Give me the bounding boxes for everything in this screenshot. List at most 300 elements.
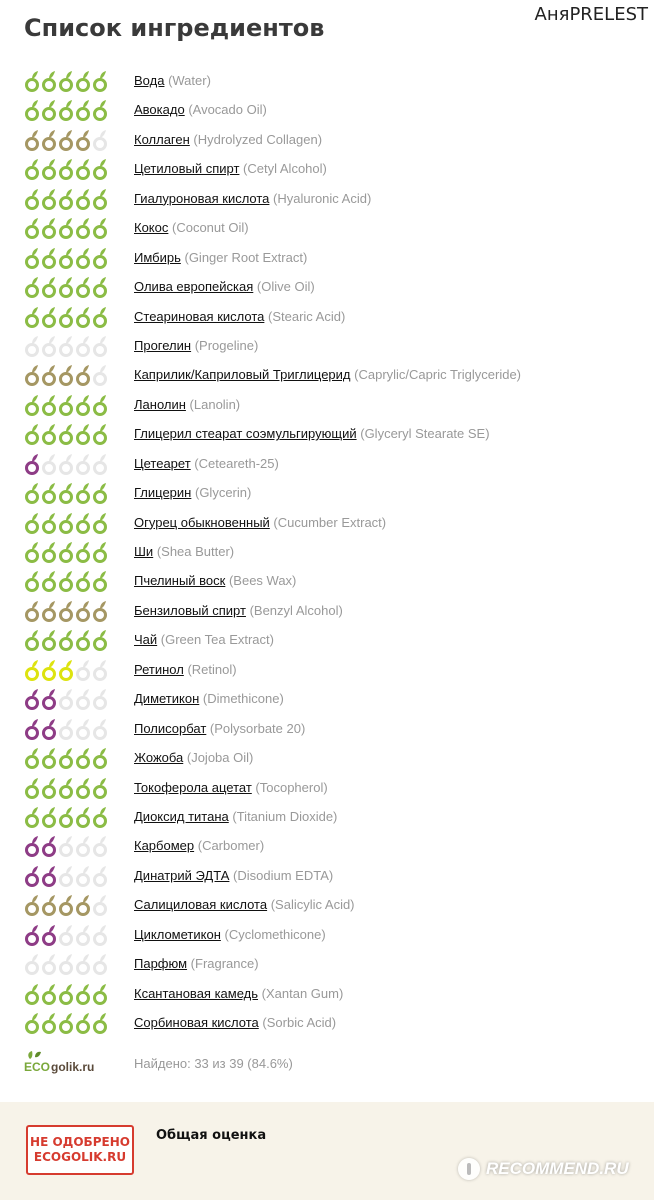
ingredient-link[interactable]: Коллаген (134, 131, 190, 147)
ingredient-english-name: (Stearic Acid) (268, 308, 346, 324)
ingredient-name (134, 367, 521, 383)
rating-drop-icon (75, 129, 91, 151)
footer-panel (0, 1102, 654, 1200)
rating-drop-icon (24, 70, 40, 92)
rating-drop-icon (41, 924, 57, 946)
rating-drop-icon (75, 983, 91, 1005)
rating-drop-icon (92, 865, 108, 887)
rating-drop-icon (41, 453, 57, 475)
rating-drop-icon (41, 953, 57, 975)
ingredient-name (134, 603, 343, 619)
rating-icons (24, 335, 108, 357)
ingredient-link[interactable]: Глицерил стеарат соэмульгирующий (134, 426, 357, 442)
ingredient-link[interactable]: Цетеарет (134, 455, 191, 471)
ingredient-english-name: (Tocopherol) (255, 779, 328, 795)
ingredient-link[interactable]: Стеариновая кислота (134, 308, 265, 324)
rating-drop-icon (58, 188, 74, 210)
rating-drop-icon (24, 99, 40, 121)
ingredient-name (134, 956, 259, 972)
ingredient-row (0, 832, 654, 861)
ingredient-english-name: (Benzyl Alcohol) (249, 602, 343, 618)
rating-drop-icon (92, 158, 108, 180)
rating-drop-icon (58, 217, 74, 239)
rating-drop-icon (92, 570, 108, 592)
ingredient-english-name: (Fragrance) (190, 956, 259, 972)
ingredient-name (134, 750, 253, 766)
rating-drop-icon (92, 512, 108, 534)
rating-drop-icon (41, 129, 57, 151)
ingredient-row (0, 332, 654, 361)
logo-eco-text: ECO (24, 1060, 51, 1074)
ingredient-name (134, 338, 258, 354)
ingredient-name (134, 809, 337, 825)
ingredient-english-name: (Disodium EDTA) (233, 867, 334, 883)
rating-drop-icon (92, 394, 108, 416)
rating-drop-icon (75, 629, 91, 651)
rating-icons (24, 453, 108, 475)
ingredient-row (0, 509, 654, 538)
ingredient-row (0, 774, 654, 803)
rating-drop-icon (24, 747, 40, 769)
ingredient-english-name: (Olive Oil) (256, 279, 315, 295)
ingredient-link[interactable]: Гиалуроновая кислота (134, 190, 270, 206)
rating-icons (24, 924, 108, 946)
ingredient-name (134, 927, 326, 943)
ingredient-row (0, 862, 654, 891)
rating-drop-icon (24, 306, 40, 328)
overall-rating-label: Общая оценка (156, 1128, 267, 1143)
rating-drop-icon (58, 953, 74, 975)
rating-icons (24, 688, 108, 710)
rating-drop-icon (41, 247, 57, 269)
ingredient-link[interactable]: Жожоба (134, 750, 184, 766)
rating-drop-icon (24, 335, 40, 357)
ingredient-english-name: (Glycerin) (194, 485, 252, 501)
badge-line-1: НЕ ОДОБРЕНО (30, 1135, 130, 1149)
rating-drop-icon (92, 188, 108, 210)
ingredient-name (134, 515, 386, 531)
rating-icons (24, 512, 108, 534)
ingredient-row (0, 685, 654, 714)
rating-drop-icon (92, 747, 108, 769)
rating-icons (24, 600, 108, 622)
rating-drop-icon (41, 777, 57, 799)
author-name: АняPRELEST (534, 4, 648, 25)
rating-drop-icon (58, 806, 74, 828)
ingredient-row (0, 1009, 654, 1038)
rating-drop-icon (58, 1012, 74, 1034)
rating-drop-icon (24, 894, 40, 916)
rating-drop-icon (41, 865, 57, 887)
rating-drop-icon (41, 394, 57, 416)
ingredient-name (134, 573, 296, 589)
ingredient-row (0, 67, 654, 96)
rating-drop-icon (41, 276, 57, 298)
rating-drop-icon (92, 718, 108, 740)
rating-drop-icon (75, 541, 91, 563)
ingredient-name (134, 838, 264, 854)
rating-drop-icon (58, 247, 74, 269)
ingredient-row (0, 96, 654, 125)
ingredient-english-name: (Salicylic Acid) (270, 897, 355, 913)
ingredient-english-name: (Cucumber Extract) (273, 514, 387, 530)
rating-drop-icon (92, 659, 108, 681)
rating-drop-icon (24, 659, 40, 681)
ingredient-name (134, 544, 234, 560)
ingredient-english-name: (Bees Wax) (228, 573, 297, 589)
ingredient-row (0, 420, 654, 449)
rating-icons (24, 158, 108, 180)
ingredient-name (134, 485, 251, 501)
ingredient-english-name: (Cyclomethicone) (224, 926, 326, 942)
rating-drop-icon (24, 364, 40, 386)
ingredient-row (0, 155, 654, 184)
ingredient-link[interactable]: Кокос (134, 220, 169, 236)
rating-drop-icon (58, 747, 74, 769)
rating-drop-icon (92, 70, 108, 92)
ingredient-link[interactable]: Карбомер (134, 838, 195, 854)
rating-drop-icon (92, 276, 108, 298)
rating-icons (24, 394, 108, 416)
rating-drop-icon (75, 953, 91, 975)
rating-icons (24, 482, 108, 504)
rating-icons (24, 129, 108, 151)
rating-drop-icon (58, 276, 74, 298)
ingredient-name (134, 191, 371, 207)
rating-drop-icon (92, 806, 108, 828)
ingredient-name (134, 780, 328, 796)
ingredient-link[interactable]: Прогелин (134, 337, 192, 353)
rating-drop-icon (75, 512, 91, 534)
ingredient-english-name: (Retinol) (187, 661, 237, 677)
ingredient-row (0, 303, 654, 332)
rating-drop-icon (92, 1012, 108, 1034)
rating-drop-icon (24, 600, 40, 622)
ingredient-english-name: (Hyaluronic Acid) (273, 190, 372, 206)
rating-drop-icon (24, 482, 40, 504)
rating-drop-icon (58, 512, 74, 534)
ingredient-name (134, 632, 274, 648)
ingredient-link[interactable]: Бензиловый спирт (134, 602, 246, 618)
rating-drop-icon (24, 158, 40, 180)
rating-drop-icon (24, 835, 40, 857)
rating-drop-icon (41, 688, 57, 710)
ingredient-name (134, 426, 490, 442)
ingredient-row (0, 244, 654, 273)
rating-drop-icon (41, 423, 57, 445)
rating-drop-icon (92, 423, 108, 445)
rating-drop-icon (58, 70, 74, 92)
rating-drop-icon (75, 188, 91, 210)
rating-drop-icon (92, 541, 108, 563)
rating-icons (24, 953, 108, 975)
ecogolik-logo[interactable] (24, 1050, 108, 1074)
rating-icons (24, 718, 108, 740)
ingredient-name (134, 1015, 336, 1031)
rating-icons (24, 70, 108, 92)
rating-drop-icon (41, 659, 57, 681)
rating-drop-icon (92, 835, 108, 857)
rating-drop-icon (75, 659, 91, 681)
rating-icons (24, 541, 108, 563)
rating-drop-icon (24, 129, 40, 151)
rating-drop-icon (41, 70, 57, 92)
page-title: Список ингредиентов (24, 14, 325, 42)
rating-drop-icon (75, 1012, 91, 1034)
ingredient-row (0, 214, 654, 243)
ingredient-link[interactable]: Циклометикон (134, 926, 221, 942)
ingredient-row (0, 597, 654, 626)
rating-drop-icon (58, 894, 74, 916)
recommend-logo-icon (458, 1158, 480, 1180)
ingredient-name (134, 102, 267, 118)
rating-drop-icon (58, 835, 74, 857)
rating-drop-icon (75, 894, 91, 916)
rating-drop-icon (75, 335, 91, 357)
ingredient-row (0, 185, 654, 214)
rating-drop-icon (58, 364, 74, 386)
rating-drop-icon (58, 129, 74, 151)
ingredient-link[interactable]: Сорбиновая кислота (134, 1015, 259, 1030)
ingredient-link[interactable]: Пчелиный воск (134, 573, 226, 589)
ingredient-name (134, 250, 307, 266)
rating-drop-icon (75, 718, 91, 740)
ingredient-link[interactable]: Токоферола ацетат (134, 779, 252, 795)
rating-drop-icon (75, 688, 91, 710)
rating-drop-icon (92, 129, 108, 151)
ingredient-row (0, 980, 654, 1009)
rating-drop-icon (92, 306, 108, 328)
rating-icons (24, 217, 108, 239)
ingredient-name (134, 868, 333, 884)
ingredient-row (0, 744, 654, 773)
rating-drop-icon (24, 394, 40, 416)
rating-drop-icon (24, 777, 40, 799)
ingredient-link[interactable]: Салициловая кислота (134, 897, 268, 913)
ingredient-link[interactable]: Ретинол (134, 661, 184, 677)
ingredient-name (134, 456, 279, 472)
rating-icons (24, 659, 108, 681)
rating-drop-icon (41, 335, 57, 357)
rating-drop-icon (75, 482, 91, 504)
ingredient-english-name: (Jojoba Oil) (186, 750, 254, 766)
rating-drop-icon (75, 394, 91, 416)
rating-icons (24, 188, 108, 210)
rating-icons (24, 629, 108, 651)
ingredient-row (0, 626, 654, 655)
ingredient-name (134, 73, 211, 89)
rating-drop-icon (92, 335, 108, 357)
ingredient-name (134, 279, 315, 295)
ingredient-english-name: (Dimethicone) (202, 691, 284, 707)
ingredient-name (134, 309, 345, 325)
leaf-icon (28, 1051, 32, 1059)
rating-drop-icon (41, 188, 57, 210)
rating-drop-icon (92, 688, 108, 710)
ingredient-english-name: (Carbomer) (197, 838, 265, 854)
rating-drop-icon (24, 453, 40, 475)
ingredient-link[interactable]: Имбирь (134, 249, 181, 265)
rating-drop-icon (41, 217, 57, 239)
ingredient-row (0, 656, 654, 685)
ingredient-link[interactable]: Ланолин (134, 396, 186, 412)
rating-drop-icon (41, 364, 57, 386)
ingredient-row (0, 921, 654, 950)
ingredient-english-name: (Ceteareth-25) (194, 455, 279, 471)
ingredient-link[interactable]: Диметикон (134, 691, 200, 707)
rating-icons (24, 570, 108, 592)
ingredient-link[interactable]: Олива европейская (134, 279, 254, 295)
rating-drop-icon (92, 629, 108, 651)
ingredient-name (134, 161, 327, 177)
ingredient-link[interactable]: Глицерин (134, 485, 192, 501)
ingredient-link[interactable]: Цетиловый спирт (134, 161, 240, 177)
rating-drop-icon (24, 1012, 40, 1034)
ingredient-row (0, 273, 654, 302)
rating-drop-icon (41, 1012, 57, 1034)
rating-drop-icon (58, 924, 74, 946)
rating-drop-icon (24, 541, 40, 563)
rating-drop-icon (41, 835, 57, 857)
rating-drop-icon (58, 865, 74, 887)
ingredient-row (0, 479, 654, 508)
ingredient-row (0, 450, 654, 479)
ingredient-row (0, 538, 654, 567)
ingredient-name (134, 132, 322, 148)
ingredient-link[interactable]: Каприлик/Каприловый Триглицерид (134, 367, 351, 383)
rating-drop-icon (75, 423, 91, 445)
ingredient-link[interactable]: Авокадо (134, 102, 185, 118)
ingredient-row (0, 715, 654, 744)
rating-icons (24, 306, 108, 328)
rating-drop-icon (41, 306, 57, 328)
rating-drop-icon (92, 924, 108, 946)
rating-drop-icon (75, 306, 91, 328)
rating-drop-icon (58, 777, 74, 799)
rating-drop-icon (92, 99, 108, 121)
ingredient-english-name: (Green Tea Extract) (160, 632, 274, 648)
ingredient-link[interactable]: Ксантановая камедь (134, 985, 259, 1001)
rating-drop-icon (58, 423, 74, 445)
rating-drop-icon (24, 247, 40, 269)
rating-drop-icon (75, 217, 91, 239)
rating-drop-icon (58, 570, 74, 592)
rating-drop-icon (24, 188, 40, 210)
rating-drop-icon (58, 306, 74, 328)
rating-drop-icon (92, 364, 108, 386)
ingredient-row (0, 361, 654, 390)
found-count: Найдено: 33 из 39 (84.6%) (134, 1056, 293, 1071)
rating-drop-icon (24, 924, 40, 946)
rating-drop-icon (75, 777, 91, 799)
rating-drop-icon (75, 453, 91, 475)
rating-icons (24, 894, 108, 916)
rating-drop-icon (92, 482, 108, 504)
rating-drop-icon (24, 217, 40, 239)
rating-drop-icon (58, 453, 74, 475)
ingredient-link[interactable]: Ши (134, 544, 154, 559)
rating-drop-icon (24, 512, 40, 534)
rating-drop-icon (58, 541, 74, 563)
ingredient-english-name: (Coconut Oil) (172, 220, 249, 236)
rating-icons (24, 835, 108, 857)
rating-drop-icon (24, 865, 40, 887)
rating-drop-icon (41, 806, 57, 828)
rating-drop-icon (92, 600, 108, 622)
rating-icons (24, 247, 108, 269)
rating-drop-icon (75, 99, 91, 121)
ingredient-name (134, 220, 249, 236)
rating-drop-icon (41, 158, 57, 180)
ingredient-english-name: (Ginger Root Extract) (184, 249, 308, 265)
not-approved-badge (26, 1125, 134, 1175)
ingredient-row (0, 891, 654, 920)
rating-drop-icon (75, 747, 91, 769)
ingredient-name (134, 662, 237, 678)
ingredient-english-name: (Titanium Dioxide) (232, 808, 338, 824)
ingredient-link[interactable]: Динатрий ЭДТА (134, 867, 230, 883)
rating-drop-icon (58, 482, 74, 504)
rating-drop-icon (41, 512, 57, 534)
ingredient-link[interactable]: Полисорбат (134, 720, 207, 736)
ingredient-link[interactable]: Огурец обыкновенный (134, 514, 270, 530)
ingredient-english-name: (Avocado Oil) (188, 102, 267, 118)
rating-icons (24, 865, 108, 887)
rating-drop-icon (58, 99, 74, 121)
rating-drop-icon (92, 217, 108, 239)
ingredient-list (0, 67, 654, 1038)
rating-drop-icon (24, 806, 40, 828)
rating-drop-icon (58, 983, 74, 1005)
ingredient-row (0, 950, 654, 979)
ingredient-english-name: (Xantan Gum) (261, 985, 344, 1001)
watermark-text: RECOMMEND.RU (486, 1159, 629, 1178)
rating-icons (24, 983, 108, 1005)
rating-drop-icon (41, 570, 57, 592)
rating-drop-icon (75, 276, 91, 298)
rating-drop-icon (24, 570, 40, 592)
ingredient-row (0, 126, 654, 155)
rating-drop-icon (58, 659, 74, 681)
ingredient-link[interactable]: Чай (134, 632, 158, 648)
rating-drop-icon (58, 158, 74, 180)
rating-drop-icon (58, 335, 74, 357)
rating-drop-icon (58, 600, 74, 622)
rating-icons (24, 423, 108, 445)
rating-drop-icon (24, 953, 40, 975)
ingredient-link[interactable]: Парфюм (134, 956, 188, 972)
rating-drop-icon (92, 777, 108, 799)
logo-domain-text: golik.ru (51, 1060, 95, 1074)
badge-line-2: ECOGOLIK.RU (33, 1150, 127, 1164)
rating-drop-icon (24, 276, 40, 298)
ingredient-english-name: (Shea Butter) (156, 544, 235, 559)
rating-drop-icon (75, 70, 91, 92)
rating-icons (24, 276, 108, 298)
ingredient-link[interactable]: Вода (134, 73, 165, 88)
ingredient-link[interactable]: Диоксид титана (134, 808, 229, 824)
ingredient-name (134, 721, 305, 737)
rating-icons (24, 747, 108, 769)
rating-drop-icon (41, 629, 57, 651)
ingredient-english-name: (Lanolin) (189, 396, 241, 412)
rating-drop-icon (75, 570, 91, 592)
rating-icons (24, 806, 108, 828)
rating-icons (24, 364, 108, 386)
rating-drop-icon (58, 394, 74, 416)
rating-drop-icon (41, 983, 57, 1005)
ingredient-row (0, 391, 654, 420)
